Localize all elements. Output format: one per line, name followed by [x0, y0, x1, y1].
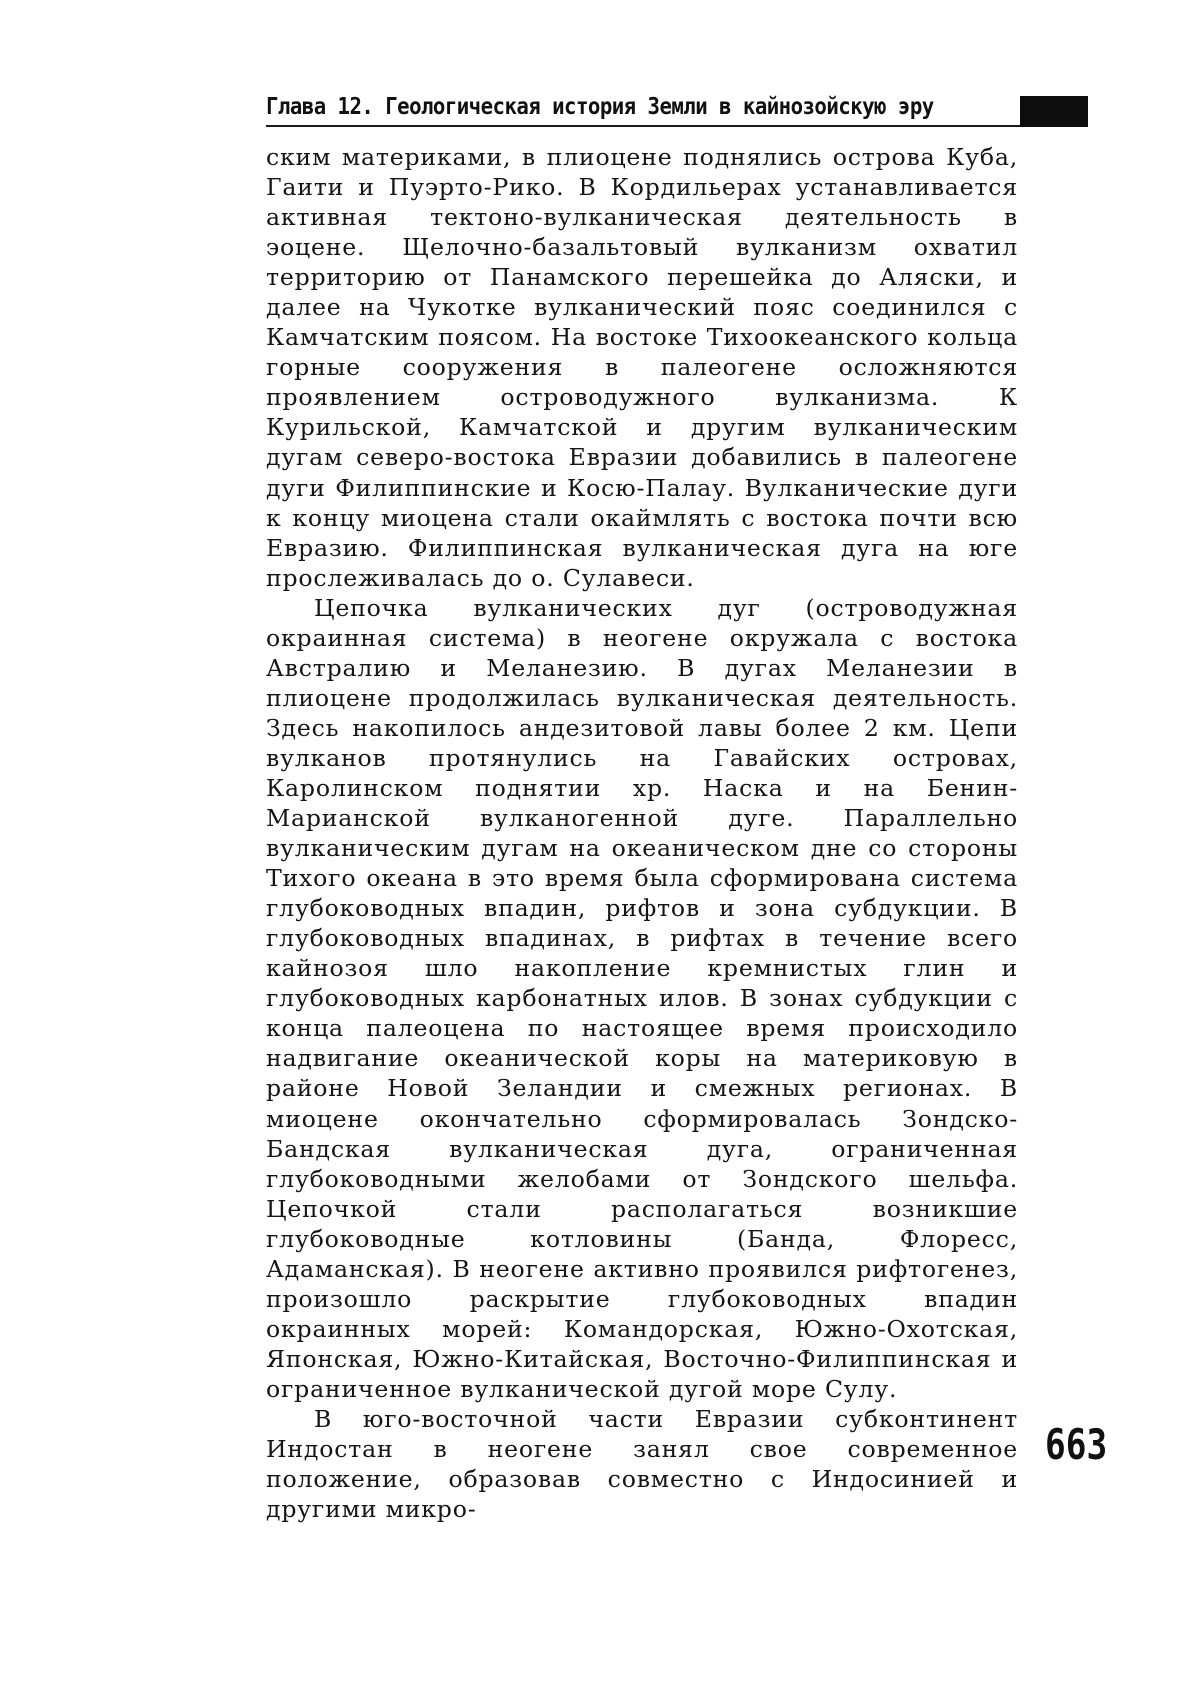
body-text — [266, 142, 1018, 1524]
paragraph: В юго-восточной части Евразии субконтинент Индостан в неогене занял свое современное положение, образовав совместно с Индосинией и другими микро- — [266, 1404, 1018, 1524]
header-thumb-block — [1020, 96, 1088, 127]
page-number: 663 — [1045, 1420, 1108, 1469]
header-rule — [266, 125, 1020, 127]
running-header — [266, 88, 1088, 128]
paragraph: Цепочка вулканических дуг (островодужная окраинная система) в неогене окружала с востока Австралию и Меланезию. В дугах Меланезии в плиоцене продолжилась вулканическая деятельность. Здесь накопилось андезитовой лавы более 2 км. Цепи вулканов протянулись на Гавайских островах, Каролинском поднятии хр. Наска и на Бенин-Марианской вулканогенной дуге. Параллельно вулканическим дугам на океаническом дне со стороны Тихого океана в это время была сформирована система глубоководных впадин, рифтов и зона субдукции. В глубоководных впадинах, в рифтах в течение всего кайнозоя шло накопление кремнистых глин и глубоководных карбонатных илов. В зонах субдукции с конца палеоцена по настоящее время происходило надвигание океанической коры на материковую в районе Новой Зеландии и смежных регионах. В миоцене окончательно сформировалась Зондско-Бандская вулканическая дуга, ограниченная глубоководными желобами от Зондского шельфа. Цепочкой стали располагаться возникшие глубоководные котловины (Банда, Флоресс, Адаманская). В неогене активно проявился рифтогенез, произошло раскрытие глубоководных впадин окраинных морей: Командорская, Южно-Охотская, Японская, Южно-Китайская, Восточно-Филиппинская и ограниченное вулканической дугой море Сулу. — [266, 593, 1018, 1403]
running-header-title: Глава 12. Геологическая история Земли в кайнозойскую эру — [266, 94, 934, 120]
paragraph-continued: ским материками, в плиоцене поднялись острова Куба, Гаити и Пуэрто-Рико. В Кордильерах устанавливается активная тектоно-вулканическая деятельность в эоцене. Щелочно-базальтовый вулканизм охватил территорию от Панамского перешейка до Аляски, и далее на Чукотке вулканический пояс соединился с Камчатским поясом. На востоке Тихоокеанского кольца горные сооружения в палеогене осложняются проявлением островодужного вулканизма. К Курильской, Камчатской и другим вулканическим дугам северо-востока Евразии добавились в палеогене дуги Филиппинские и Косю-Палау. Вулканические дуги к концу миоцена стали окаймлять с востока почти всю Евразию. Филиппинская вулканическая дуга на юге прослеживалась до о. Сулавеси. — [266, 143, 1018, 592]
